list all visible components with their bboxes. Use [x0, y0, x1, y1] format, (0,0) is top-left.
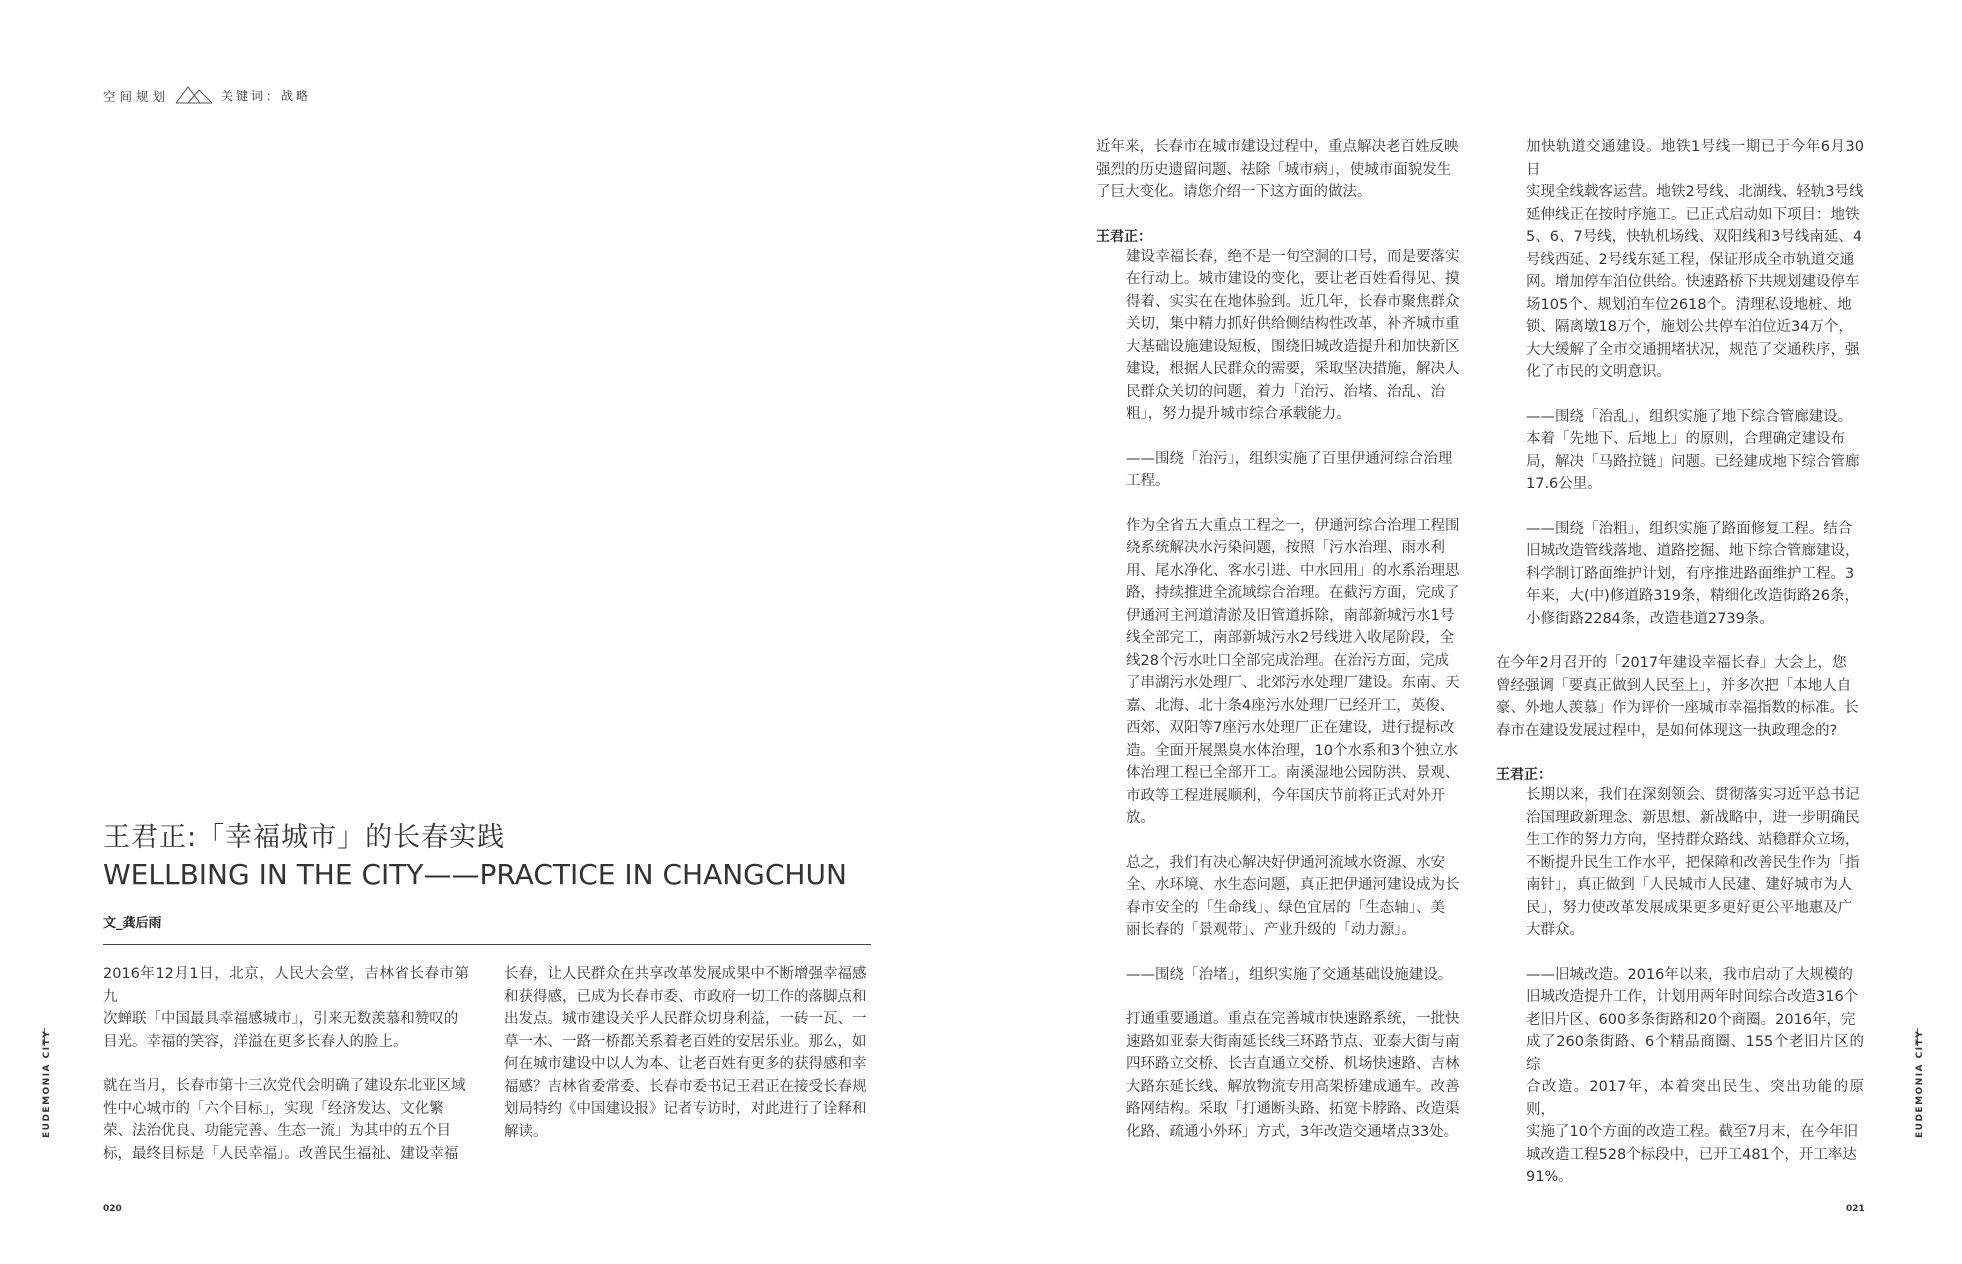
answer-block [1126, 246, 1464, 1144]
mountain-icon [175, 84, 215, 107]
intro-paragraph: 就在当月，长春市第十三次党代会明确了建设东北亚区域 性中心城市的「六个目标」，实现「经济发达、文化繁 荣、法治优良、功能完善、生态一流」为其中的五个目 标，最终目标是「人民幸福」。改善民生福祉、建设幸福 [103, 1078, 466, 1162]
answer-paragraph: ——围绕「治乱」，组织实施了地下综合管廊建设。 本着「先地下、后地上」的原则，合理确定建设布 局，解决「马路拉链」问题。已经建成地下综合管廊 17.6公里。 [1526, 408, 1860, 492]
intro-paragraph: 2016年12月1日，北京，人民大会堂，吉林省长春市第九 次蝉联「中国最具幸福感城市」，引来无数羡慕和赞叹的 目光。幸福的笑容，洋溢在更多长春人的脸上。 [103, 966, 469, 1050]
byline: 文_龚后雨 [103, 916, 162, 931]
column-4 [1496, 136, 1864, 1189]
keyword-label: 关键词：战略 [221, 89, 312, 103]
answer-paragraph: ——围绕「治粗」，组织实施了路面修复工程。结合 旧城改造管线落地、道路挖掘、地下综合管廊建设， 科学制订路面维护计划，有序推进路面维护工程。3 年来，大(中)修道路319条，精细化改造街路26条， 小修街路2284条，改造巷道2739条。 [1526, 520, 1860, 627]
speaker-label: 王君正： [1496, 767, 1552, 783]
column-2 [504, 963, 872, 1143]
interview-question: 近年来，长春市在城市建设过程中，重点解决老百姓反映 强烈的历史遗留问题、祛除「城市病」，使城市面貌发生 了巨大变化。请您介绍一下这方面的做法。 [1096, 139, 1459, 200]
answer-paragraph: 长期以来，我们在深刻领会、贯彻落实习近平总书记 治国理政新理念、新思想、新战略中，进一步明确民 生工作的努力方向，坚持群众路线、站稳群众立场， 不断提升民生工作水平，把保障和改善民生作为「指 南针」，真正做到「人民城市人民建、建好城市为人 民」，努力使改革发展成果更多更好更公平地惠及广 大群众。 [1526, 787, 1860, 938]
side-label-right: EUDEMONIA CITY [1915, 1029, 1925, 1138]
answer-paragraph: ——围绕「治堵」，组织实施了交通基础设施建设。 [1126, 966, 1453, 983]
answer-paragraph: ——旧城改造。2016年以来，我市启动了大规模的 旧城改造提升工作，计划用两年时间综合改造316个 老旧片区、600多条街路和20个商圈。2016年，完 成了260条街路、6个精品商圈、155个老旧片区的综 合改造。2017年，本着突出民生、突出功能的原则， 实施了10个方面的改造工程。截至7月末，在今年旧 城改造工程528个标段中，已开工481个，开工率达 91%。 [1526, 966, 1864, 1185]
answer-paragraph: 总之，我们有决心解决好伊通河流域水资源、水安 全、水环境、水生态问题，真正把伊通河建设成为长 春市安全的「生命线」、绿色宜居的「生态轴」、美 丽长春的「景观带」、产业升级的「动力源」。 [1126, 854, 1460, 938]
intro-paragraph: 长春，让人民群众在共享改革发展成果中不断增强幸福感 和获得感，已成为长春市委、市政府一切工作的落脚点和 出发点。城市建设关乎人民群众切身利益，一砖一瓦、一 草一木、一路一桥都关系着老百姓的安居乐业。那么，如 何在城市建设中以人为本、让老百姓有更多的获得感和幸 福感？吉林省委常委、长春市委书记王君正在接受长春规 划局特约《中国建设报》记者专访时，对此进行了诠释和 解读。 [504, 966, 867, 1140]
answer-paragraph: 作为全省五大重点工程之一，伊通河综合治理工程围 绕系统解决水污染问题，按照「污水治理、雨水利 用、尾水净化、客水引进、中水回用」的水系治理思 路，持续推进全流域综合治理。在截污方面，完成了 伊通河主河道清淤及旧管道拆除，南部新城污水1号 线全部完工，南部新城污水2号线进入收尾阶段，全 线28个污水吐口全部完成治理。在治污方面，完成 了串湖污水处理厂、北郊污水处理厂建设。东南、天 嘉、北海、北十条4座污水处理厂已经开工，英俊、 西郊、双阳等7座污水处理厂正在建设，进行提标改 造。全面开展黑臭水体治理，10个水系和3个独立水 体治理工程已全部开工。南溪湿地公园防洪、景观、 市政等工程进展顺利，今年国庆节前将正式对外开 放。 [1126, 517, 1460, 826]
answer-paragraph: 打通重要通道。重点在完善城市快速路系统，一批快 速路如亚泰大街南延长线三环路节点、亚泰大街与南 四环路立交桥、长吉直通立交桥、机场快速路、吉林 大路东延长线、解放物流专用高架桥建成通车。改善 路网结构。采取「打通断头路、拓宽卡脖路、改造渠 化路、疏通小外环」方式，3年改造交通堵点33处。 [1126, 1011, 1460, 1140]
answer-block [1526, 136, 1864, 630]
column-1 [103, 963, 469, 1165]
page-header [103, 84, 311, 107]
answer-block [1526, 784, 1864, 1189]
title-divider [103, 944, 871, 945]
section-label: 空间规划 [103, 88, 170, 104]
page-number-right: 021 [1846, 1204, 1865, 1214]
interview-question: 在今年2月召开的「2017年建设幸福长春」大会上，您 曾经强调「要真正做到人民至上」，并多次把「本地人自 豪、外地人羡慕」作为评价一座城市幸福指数的标准。长 春市在建设发展过程中，是如何体现这一执政理念的? [1496, 655, 1859, 739]
article-title-en: WELLBING IN THE CITY——PRACTICE IN CHANGCHUN [103, 858, 847, 891]
side-label-left: EUDEMONIA CITY [42, 1029, 52, 1138]
article-title-cn: 王君正:「幸福城市」的长春实践 [103, 822, 506, 853]
answer-paragraph: 建设幸福长春，绝不是一句空洞的口号，而是要落实 在行动上。城市建设的变化，要让老百姓看得见、摸 得着、实实在在地体验到。近几年，长春市聚焦群众 关切，集中精力抓好供给侧结构性改革，补齐城市重 大基础设施建设短板，围绕旧城改造提升和加快新区 建设，根据人民群众的需要，采取坚决措施，解决人 民群众关切的问题，着力「治污、治堵、治乱、治 粗」，努力提升城市综合承载能力。 [1126, 248, 1460, 422]
answer-paragraph: ——围绕「治污」，组织实施了百里伊通河综合治理 工程。 [1126, 450, 1453, 489]
page-number-left: 020 [103, 1204, 122, 1214]
column-3 [1096, 136, 1464, 1143]
speaker-label: 王君正： [1096, 228, 1152, 245]
answer-paragraph: 加快轨道交通建设。地铁1号线一期已于今年6月30日 实现全线载客运营。地铁2号线、北湖线、轻轨3号线 延伸线正在按时序施工。已正式启动如下项目：地铁 5、6、7号线，快轨机场线、双阳线和3号线南延、4 号线西延、2号线东延工程，保证形成全市轨道交通 网。增加停车泊位供给。快速路桥下共规划建设停车 场105个、规划泊车位2618个。清理私设地桩、地 锁、隔离墩18万个，施划公共停车泊位近34万个， 大大缓解了全市交通拥堵状况，规范了交通秩序，强 化了市民的文明意识。 [1526, 139, 1864, 380]
